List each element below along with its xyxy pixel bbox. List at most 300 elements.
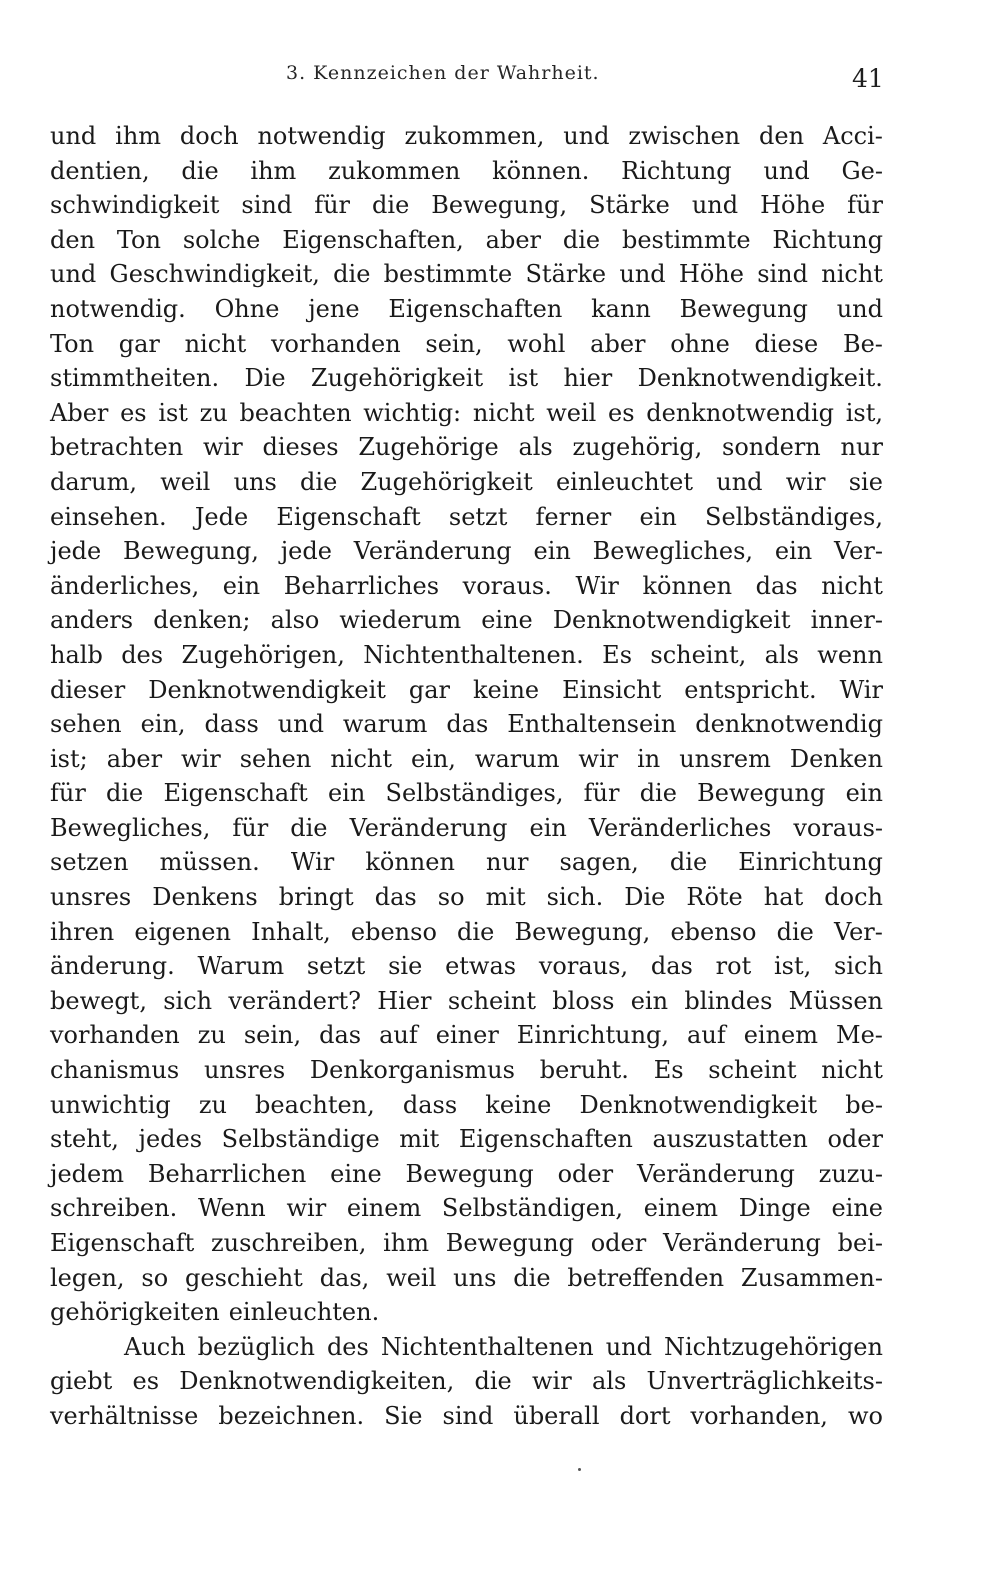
word: Enthaltensein	[507, 710, 677, 739]
word: rot	[715, 952, 752, 981]
text-line	[50, 1157, 883, 1192]
word: und	[763, 156, 810, 185]
word: Eigenschaft	[276, 502, 421, 531]
word: Zugehörigen,	[181, 640, 345, 669]
text-line	[50, 1295, 883, 1330]
word: das,	[319, 1263, 370, 1292]
word: Ohne	[214, 294, 280, 323]
word: wenn	[817, 640, 883, 669]
word: Eigenschaft	[163, 779, 308, 808]
word: Veränderliches	[588, 813, 772, 842]
word: Eigenschaften	[458, 1125, 633, 1154]
text-line	[50, 880, 883, 915]
word: die	[474, 1367, 512, 1396]
word: eigenen	[134, 917, 231, 946]
text-line	[50, 154, 883, 189]
word: unsres	[50, 883, 132, 912]
word: nicht	[184, 329, 247, 358]
word: nur	[840, 433, 883, 462]
word: verhältnisse	[50, 1401, 199, 1430]
word: sich	[834, 952, 883, 981]
word: Bewegung	[697, 779, 826, 808]
word: Geschwindigkeit,	[109, 260, 320, 289]
word: den	[759, 122, 805, 150]
text-line	[50, 257, 883, 292]
word: ihm	[115, 122, 162, 150]
word: doch	[824, 883, 883, 912]
text-line	[50, 949, 883, 984]
word: die	[669, 848, 708, 877]
word: gar	[118, 329, 160, 358]
word: mit	[399, 1125, 440, 1154]
word: hier	[563, 364, 613, 393]
word: Richtung	[772, 225, 883, 254]
word: jede	[280, 537, 332, 566]
word: ist	[508, 364, 539, 393]
word: Es	[653, 1056, 684, 1085]
word: Wir	[290, 848, 335, 877]
word: als	[591, 1367, 627, 1396]
word: einer	[435, 1021, 499, 1050]
word: des	[121, 640, 164, 669]
word: einleuchten.	[228, 1298, 380, 1327]
word: doch	[179, 122, 239, 150]
word: Bewegung	[445, 1229, 574, 1257]
word: Beharrliches	[283, 571, 440, 600]
word: scheint,	[650, 640, 747, 669]
word: Eigenschaft	[50, 1229, 195, 1257]
word: eine	[831, 1194, 883, 1223]
word: sein,	[425, 329, 483, 358]
text-line	[50, 742, 883, 777]
word: und	[605, 1332, 653, 1361]
word: ferner	[535, 502, 612, 531]
word: wir	[785, 467, 826, 496]
word: Denknotwendigkeit	[552, 606, 791, 635]
word: denknotwendig	[646, 398, 835, 427]
word: so	[437, 883, 465, 912]
word: ist;	[50, 744, 88, 773]
text-line	[50, 776, 883, 811]
word: oder	[557, 1159, 614, 1188]
page-number: 41	[852, 64, 884, 93]
word: sein,	[243, 1021, 302, 1050]
word: ein	[845, 779, 883, 808]
word: be-	[845, 1090, 883, 1119]
word: jede	[50, 537, 102, 566]
word: warum	[342, 710, 428, 739]
word: änderliches,	[50, 571, 200, 600]
word: denken;	[153, 606, 251, 635]
word: ein	[533, 537, 571, 566]
text-line	[50, 223, 883, 258]
word: schwindigkeit	[50, 191, 220, 220]
text-line	[50, 673, 883, 708]
word: Zugehörigkeit	[360, 467, 533, 496]
word: keine	[485, 1090, 552, 1119]
word: ohne	[670, 329, 730, 358]
text-line	[50, 845, 883, 880]
word: oder	[590, 1229, 647, 1257]
word: und	[691, 191, 739, 220]
text-line	[50, 1226, 883, 1261]
word: Ton	[50, 329, 95, 358]
word: stimmtheiten.	[50, 364, 220, 393]
word: chanismus	[50, 1056, 180, 1085]
word: Aber	[50, 398, 109, 427]
word: ein	[327, 779, 366, 808]
word: wichtig:	[363, 398, 462, 427]
word: Eigenschaften	[388, 294, 563, 323]
word: Bewegung,	[514, 917, 651, 946]
word: Bewegliches,	[50, 813, 211, 842]
word: Unverträglichkeits-	[646, 1367, 883, 1396]
word: die	[639, 779, 677, 808]
word: beachten	[239, 398, 352, 427]
word: für	[50, 779, 86, 808]
text-line	[50, 396, 883, 431]
word: bewegt,	[50, 986, 147, 1015]
word: ein	[639, 502, 677, 531]
text-line	[50, 915, 883, 950]
word: ein,	[410, 744, 456, 773]
word: Stärke	[589, 191, 670, 220]
word: dieser	[50, 675, 126, 704]
word: Selbständiges,	[385, 779, 564, 808]
word: die	[457, 917, 495, 946]
word: Höhe	[678, 260, 744, 289]
word: diese	[754, 329, 819, 358]
word: jedes	[138, 1125, 203, 1154]
text-line	[50, 1018, 883, 1053]
word: einem	[743, 1021, 818, 1050]
word: das	[319, 1021, 362, 1050]
word: Jede	[194, 502, 249, 531]
word: wohl	[507, 329, 566, 358]
word: weil	[546, 398, 597, 427]
word: können.	[492, 156, 590, 185]
word: zu	[199, 398, 228, 427]
word: die	[181, 156, 219, 185]
word: die	[300, 467, 338, 496]
word: Bewegliches,	[592, 537, 754, 566]
word: sind	[442, 1401, 494, 1430]
word: und	[277, 710, 324, 739]
word: Acci-	[822, 122, 883, 150]
word: zukommen,	[404, 122, 545, 150]
word: nicht	[821, 1056, 883, 1085]
text-line	[50, 1191, 883, 1226]
word: ein	[529, 813, 567, 842]
word: vorhanden	[270, 329, 401, 358]
word: zuzu-	[818, 1159, 883, 1188]
word: ist,	[774, 952, 812, 981]
word: unsrem	[679, 744, 771, 773]
word: einem	[643, 1194, 719, 1223]
word: Veränderung	[636, 1159, 795, 1188]
word: kann	[591, 294, 651, 323]
word: die	[513, 1263, 551, 1292]
word: verändert?	[228, 986, 361, 1015]
text-line	[50, 361, 883, 396]
word: für	[583, 779, 620, 808]
word: voraus,	[538, 952, 629, 981]
word: solche	[182, 225, 261, 254]
word: sehen	[50, 710, 122, 739]
word: die	[333, 260, 371, 289]
word: Einsicht	[562, 675, 662, 704]
text-line	[50, 1364, 883, 1399]
word: wir	[202, 433, 243, 462]
word: Me-	[836, 1021, 883, 1050]
word: blindes	[684, 986, 773, 1015]
word: vorhanden,	[690, 1401, 828, 1430]
word: Richtung	[621, 156, 732, 185]
word: Selbständige	[221, 1125, 380, 1154]
word: Denknotwendigkeiten,	[179, 1367, 455, 1396]
text-line	[50, 327, 883, 362]
word: gehörigkeiten	[50, 1298, 220, 1327]
word: Veränderung	[353, 537, 512, 566]
word: bestimmte	[383, 260, 513, 289]
word: also	[270, 606, 320, 635]
word: keine	[473, 675, 540, 704]
word: notwendig.	[50, 294, 186, 323]
word: Denknotwendigkeit	[579, 1090, 818, 1119]
word: zu	[197, 1021, 226, 1050]
word: Zugehörigkeit	[310, 364, 484, 393]
word: dieses	[262, 433, 339, 462]
word: legen,	[50, 1263, 125, 1292]
word: Inhalt,	[251, 917, 331, 946]
word: sehen	[239, 744, 312, 773]
word: dort	[619, 1401, 671, 1430]
text-line	[50, 1330, 883, 1365]
word: bezeichnen.	[218, 1401, 365, 1430]
word: bestimmte	[621, 225, 751, 254]
word: schreiben.	[50, 1194, 178, 1223]
word: gar	[408, 675, 451, 704]
word: nicht	[472, 398, 535, 427]
word: die	[290, 813, 328, 842]
word: Höhe	[760, 191, 826, 220]
word: es	[120, 398, 147, 427]
word: Die	[244, 364, 286, 393]
word: entspricht.	[684, 675, 817, 704]
word: bringt	[278, 883, 354, 912]
word: Bewegung	[405, 1159, 534, 1188]
word: setzt	[448, 502, 508, 531]
word: weil	[160, 467, 211, 496]
word: Röte	[686, 883, 743, 912]
text-line	[50, 465, 883, 500]
word: Die	[624, 883, 666, 912]
word: Denknotwendigkeit	[148, 675, 386, 704]
word: warum	[474, 744, 560, 773]
word: das	[374, 883, 417, 912]
word: scheint	[708, 1056, 797, 1085]
word: auf	[379, 1021, 418, 1050]
word: für	[232, 813, 269, 842]
word: weil	[386, 1263, 437, 1292]
word: Bewegung	[679, 294, 808, 323]
word: Auch	[124, 1332, 186, 1361]
word: für	[847, 191, 883, 220]
word: oder	[827, 1125, 883, 1154]
word: und	[716, 467, 763, 496]
word: eine	[481, 606, 533, 635]
word: es	[608, 398, 635, 427]
word: Warum	[197, 952, 285, 981]
word: ein	[774, 537, 813, 566]
word: eine	[330, 1159, 382, 1188]
word: ebenso	[670, 917, 757, 946]
word: und	[50, 260, 97, 289]
word: dentien,	[50, 156, 150, 185]
word: das	[650, 952, 693, 981]
word: ein	[222, 571, 261, 600]
word: nicht	[821, 571, 883, 600]
word: sich	[163, 986, 213, 1015]
word: wo	[847, 1401, 883, 1430]
word: darum,	[50, 467, 137, 496]
word: aber	[590, 329, 646, 358]
word: hat	[763, 883, 804, 912]
word: ein,	[140, 710, 186, 739]
word: sind	[241, 191, 293, 220]
text-line	[50, 1399, 883, 1434]
word: und	[50, 122, 97, 150]
word: setzt	[306, 952, 366, 981]
word: Selbständigen,	[441, 1194, 624, 1223]
word: die	[776, 917, 814, 946]
word: Ver-	[833, 917, 883, 946]
word: ihm	[383, 1229, 429, 1257]
word: Beharrlichen	[147, 1159, 307, 1188]
word: zuschreiben,	[211, 1229, 367, 1257]
word: nur	[486, 848, 529, 877]
word: sagen,	[559, 848, 639, 877]
word: auf	[687, 1021, 726, 1050]
word: ihren	[50, 917, 115, 946]
word: den	[50, 225, 96, 254]
word: giebt	[50, 1367, 113, 1396]
word: für	[314, 191, 351, 220]
word: wir	[578, 744, 619, 773]
text-line	[50, 1088, 883, 1123]
word: wir	[532, 1367, 572, 1396]
word: beachten,	[255, 1090, 375, 1119]
word: Nichtzugehörigen	[664, 1332, 883, 1361]
word: einleuchtet	[555, 467, 694, 496]
word: es	[132, 1367, 160, 1396]
word: einsehen.	[50, 502, 167, 531]
word: etwas	[445, 952, 517, 981]
word: Wir	[575, 571, 619, 600]
word: Dinge	[738, 1194, 811, 1223]
word: Denkens	[152, 883, 258, 912]
word: sind	[757, 260, 808, 289]
word: Ge-	[841, 156, 883, 185]
word: ebenso	[350, 917, 437, 946]
word: aber	[106, 744, 163, 773]
word: als	[518, 433, 553, 462]
text-line	[50, 638, 883, 673]
word: Ton	[116, 225, 161, 254]
text-line	[50, 603, 883, 638]
word: betreffenden	[567, 1263, 725, 1292]
word: Hier	[377, 986, 432, 1015]
word: Einrichtung,	[516, 1021, 670, 1050]
word: das	[446, 710, 489, 739]
word: sie	[388, 952, 423, 981]
text-line	[50, 500, 883, 535]
word: Veränderung	[349, 813, 508, 842]
word: scheint	[447, 986, 537, 1015]
word: jene	[308, 294, 360, 323]
word: Müssen	[788, 986, 883, 1015]
word: nicht	[821, 260, 883, 289]
word: zwischen	[628, 122, 741, 150]
word: Zusammen-	[740, 1263, 883, 1292]
word: zukommen	[328, 156, 461, 185]
word: ihm	[250, 156, 297, 185]
word: uns	[233, 467, 277, 496]
word: nicht	[330, 744, 392, 773]
word: aber	[485, 225, 541, 254]
word: dass	[204, 710, 259, 739]
word: können	[365, 848, 455, 877]
word: ist,	[845, 398, 883, 427]
word: und	[836, 294, 883, 323]
text-line	[50, 1261, 883, 1296]
word: jedem	[50, 1159, 124, 1188]
word: ein	[630, 986, 669, 1015]
text-line	[50, 119, 883, 154]
word: überall	[513, 1401, 600, 1430]
word: Be-	[842, 329, 883, 358]
body-text	[50, 119, 883, 1434]
word: vorhanden	[50, 1021, 180, 1050]
word: Nichtenthaltenen.	[363, 640, 584, 669]
word: auszustatten	[652, 1125, 808, 1154]
word: einem	[346, 1194, 422, 1223]
text-line	[50, 534, 883, 569]
word: als	[764, 640, 799, 669]
word: steht,	[50, 1125, 119, 1154]
word: bezüglich	[197, 1332, 315, 1361]
word: Selbständiges,	[705, 502, 883, 531]
word: voraus.	[462, 571, 552, 600]
word: Veränderung	[662, 1229, 821, 1257]
word: sie	[848, 467, 883, 496]
word: bloss	[552, 986, 615, 1015]
text-line	[50, 430, 883, 465]
word: Einrichtung	[738, 848, 883, 877]
word: uns	[453, 1263, 497, 1292]
word: wir	[286, 1194, 327, 1223]
word: Bewegung,	[123, 537, 259, 566]
word: Denknotwendigkeit.	[637, 364, 883, 393]
word: dass	[402, 1090, 458, 1119]
word: Nichtenthaltenen	[380, 1332, 594, 1361]
word: voraus-	[793, 813, 883, 842]
word: mit	[485, 883, 526, 912]
word: Zugehörige	[358, 433, 499, 462]
word: betrachten	[50, 433, 184, 462]
text-line	[50, 188, 883, 223]
word: notwendig	[257, 122, 386, 150]
